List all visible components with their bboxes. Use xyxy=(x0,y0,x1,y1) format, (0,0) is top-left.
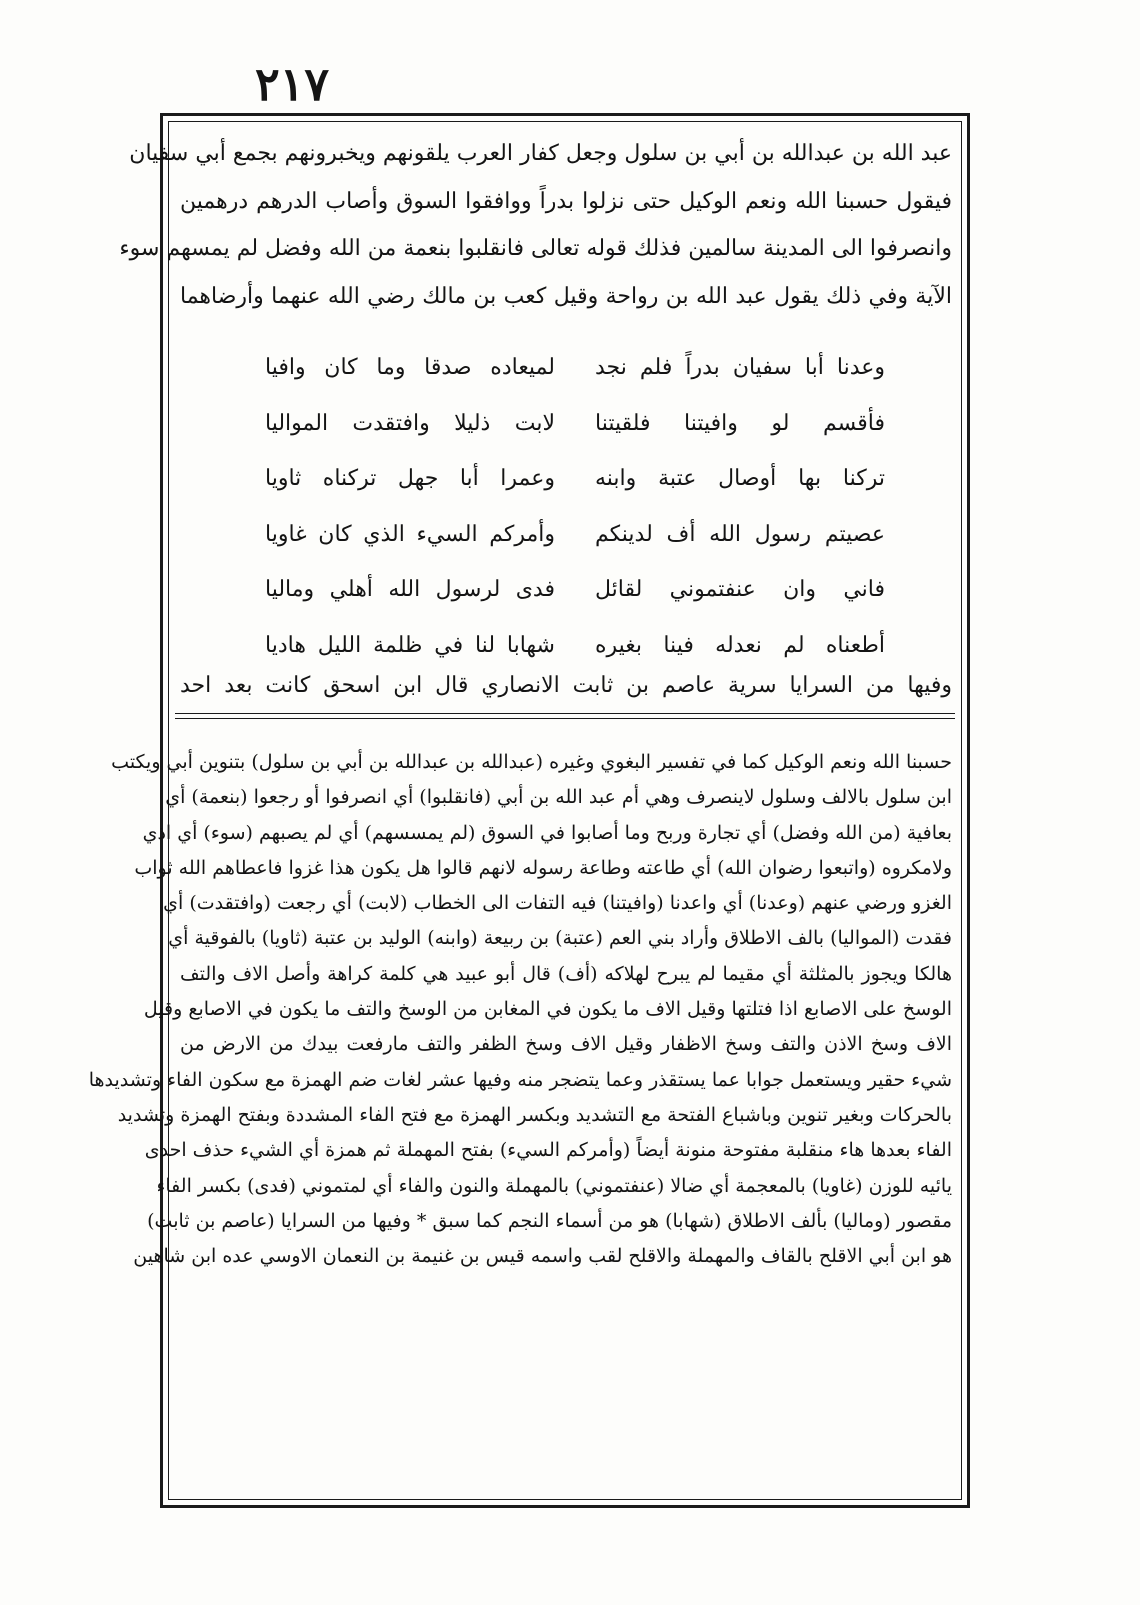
commentary-line: ابن سلول بالالف وسلول لاينصرف وهي أم عبد الله بن أبي (فانقلبوا) أي انصرفوا أو رجعوا (بنعمة) أي xyxy=(165,786,952,809)
poem-second-hemistich: لابت ذليلا وافتقدت المواليا xyxy=(265,410,555,436)
poem-first-hemistich: عصيتم رسول الله أف لدينكم xyxy=(595,521,885,547)
commentary-line: فقدت (المواليا) بالف الاطلاق وأراد بني العم (عتبة) بن ربيعة (وابنه) الوليد بن عتبة (ثاويا) بالفوقية أي xyxy=(168,927,952,950)
commentary-line: بالحركات وبغير تنوين وباشباع الفتحة مع التشديد وبكسر الهمزة مع فتح الفاء المشددة وبفتح الهمزة وتشديد xyxy=(117,1103,952,1126)
commentary-line: الغزو ورضي عنهم (وعدنا) أي واعدنا (وافيتنا) فيه التفات الى الخطاب (لابت) أي رجعت (وافتقدت) أي xyxy=(163,892,952,915)
commentary-line: شيء حقير ويستعمل جوابا عما يستقذر وعما يتضجر منه وفيها عشر لغات ضم الهمزة مع سكون الفاء وتشديدها xyxy=(88,1068,952,1091)
poem-first-hemistich: تركنا بها أوصال عتبة وابنه xyxy=(595,466,885,492)
section-divider-top xyxy=(175,713,955,714)
commentary xyxy=(88,745,952,1274)
poem-couplet xyxy=(265,396,885,452)
commentary-line: يائيه للوزن (غاويا) بالمعجمة أي ضالا (عنفتموني) بالمهملة والنون والفاء أي لمتموني (فدى) بكسر الفاء xyxy=(156,1174,952,1197)
main-text-line: عبد الله بن عبدالله بن أبي بن سلول وجعل كفار العرب يلقونهم ويخبرونهم بجمع أبي سفيان xyxy=(129,141,952,166)
commentary-line: الوسخ على الاصابع اذا فتلتها وقيل الاف ما يكون في المغابن من الوسخ والتف ما يكون في الاصابع وقيل xyxy=(143,998,952,1021)
commentary-line: هو ابن أبي الاقلح بالقاف والمهملة والاقلح لقب واسمه قيس بن غنيمة بن النعمان الاوسي عده ابن شاهين xyxy=(133,1245,952,1268)
main-text-line: وانصرفوا الى المدينة سالمين فذلك قوله تعالى فانقلبوا بنعمة من الله وفضل لم يمسهم سوء xyxy=(119,236,952,261)
poem-couplet xyxy=(265,340,885,396)
main-text-line: فيقول حسبنا الله ونعم الوكيل حتى نزلوا بدراً ووافقوا السوق وأصاب الدرهم درهمين xyxy=(180,188,952,214)
page-number: ٢١٧ xyxy=(254,57,330,111)
poem-second-hemistich: شهابا لنا في ظلمة الليل هاديا xyxy=(265,632,555,658)
poem-first-hemistich: أطعناه لم نعدله فينا بغيره xyxy=(595,632,885,658)
commentary-line: حسبنا الله ونعم الوكيل كما في تفسير البغوي وغيره (عبدالله بن عبدالله بن أبي بن سلول) بتنوين أبي ويكتب xyxy=(111,751,952,773)
poem-second-hemistich: فدى لرسول الله أهلي وماليا xyxy=(265,577,555,603)
section-divider-bottom xyxy=(175,718,955,719)
commentary-line: الفاء بعدها هاء منقلبة مفتوحة منونة أيضاً (وأمركم السيء) بفتح المهملة ثم همزة أي الشيء حذف احدى xyxy=(144,1139,952,1162)
commentary-line: بعافية (من الله وفضل) أي تجارة وربح وما أصابوا في السوق (لم يمسسهم) أي لم يصبهم (سوء) أي اذي xyxy=(142,821,952,844)
poem-second-hemistich: وأمركم السيء الذي كان غاويا xyxy=(265,521,555,547)
main-text-line: الآية وفي ذلك يقول عبد الله بن رواحة وقيل كعب بن مالك رضي الله عنهما وأرضاهما xyxy=(180,283,952,309)
poem-second-hemistich: لميعاده صدقا وما كان وافيا xyxy=(265,355,555,381)
poem-couplet xyxy=(265,562,885,618)
commentary-line: مقصور (وماليا) بألف الاطلاق (شهابا) هو من أسماء النجم كما سبق * وفيها من السرايا (عاصم بن ثابت) xyxy=(147,1209,952,1232)
main-text xyxy=(119,130,952,320)
poem xyxy=(265,340,885,673)
poem-first-hemistich: فاني وان عنفتموني لقائل xyxy=(595,577,885,603)
poem-first-hemistich: فأقسم لو وافيتنا فلقيتنا xyxy=(595,410,885,436)
poem-couplet xyxy=(265,507,885,563)
poem-first-hemistich: وعدنا أبا سفيان بدراً فلم نجد xyxy=(595,355,885,381)
commentary-line: الاف وسخ الاذن والتف وسخ الاظفار وقيل الاف وسخ الظفر والتف مارفعت بيدك من الارض من xyxy=(180,1033,952,1056)
main-text-last-line: وفيها من السرايا سرية عاصم بن ثابت الانصاري قال ابن اسحق كانت بعد احد xyxy=(180,673,952,698)
poem-second-hemistich: وعمرا أبا جهل تركناه ثاويا xyxy=(265,466,555,492)
poem-couplet xyxy=(265,451,885,507)
commentary-line: ولامكروه (واتبعوا رضوان الله) أي طاعته وطاعة رسوله لانهم قالوا هل يكون هذا غزوا فاعطاهم الله ثواب xyxy=(134,856,952,879)
commentary-line: هالكا ويجوز بالمثلثة أي مقيما لم يبرح لهلاكه (أف) قال أبو عبيد هي كلمة كراهة وأصل الاف والتف xyxy=(180,962,952,985)
